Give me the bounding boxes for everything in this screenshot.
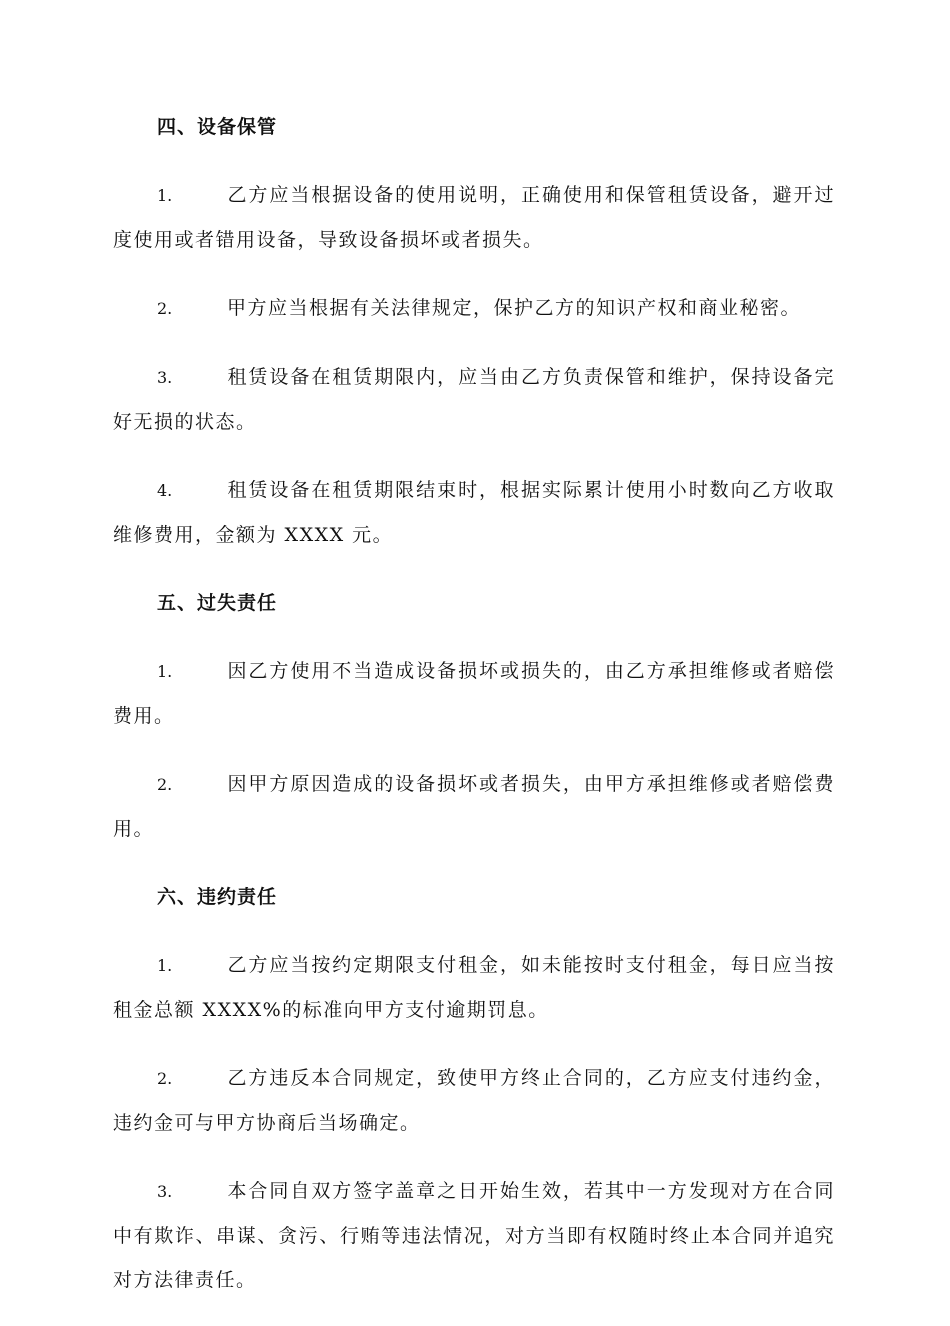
clause-number: 3. [157, 1182, 173, 1201]
clause-number: 1. [157, 186, 173, 205]
clause-number: 3. [157, 368, 173, 387]
clause-paragraph [113, 355, 835, 444]
clause-number: 1. [157, 662, 173, 681]
clause-text: 租赁设备在租赁期限结束时，根据实际累计使用小时数向乙方收取维修费用，金额为 XXXX 元。 [113, 479, 835, 546]
clause-text: 乙方应当按约定期限支付租金，如未能按时支付租金，每日应当按租金总额 XXXX%的标准向甲方支付逾期罚息。 [113, 954, 835, 1021]
clause-number: 2. [157, 1069, 173, 1088]
clause-paragraph [113, 1169, 835, 1302]
clause-number: 1. [157, 956, 173, 975]
clause-paragraph [113, 762, 835, 851]
clause-text: 乙方违反本合同规定，致使甲方终止合同的，乙方应支付违约金，违约金可与甲方协商后当场确定。 [113, 1067, 835, 1134]
section-heading-equipment-custody: 四、设备保管 [157, 116, 278, 138]
clause-text: 租赁设备在租赁期限内，应当由乙方负责保管和维护，保持设备完好无损的状态。 [113, 366, 835, 433]
document-body [113, 105, 835, 1326]
clause-paragraph [113, 1056, 835, 1145]
clause-number: 4. [157, 481, 173, 500]
clause-paragraph [113, 943, 835, 1032]
clause-number: 2. [157, 299, 173, 318]
clause-paragraph [113, 649, 835, 738]
clause-text: 乙方应当根据设备的使用说明，正确使用和保管租赁设备，避开过度使用或者错用设备，导致设备损坏或者损失。 [113, 184, 835, 251]
section-heading-negligence-liability: 五、过失责任 [157, 592, 278, 614]
clause-text: 因甲方原因造成的设备损坏或者损失，由甲方承担维修或者赔偿费用。 [113, 773, 835, 840]
section-heading-breach-liability: 六、违约责任 [157, 886, 278, 908]
clause-text: 甲方应当根据有关法律规定，保护乙方的知识产权和商业秘密。 [227, 297, 802, 319]
clause-paragraph [113, 173, 835, 262]
clause-text: 因乙方使用不当造成设备损坏或损失的，由乙方承担维修或者赔偿费用。 [113, 660, 835, 727]
clause-paragraph [113, 286, 835, 331]
clause-paragraph [113, 468, 835, 557]
clause-number: 2. [157, 775, 173, 794]
clause-text: 本合同自双方签字盖章之日开始生效，若其中一方发现对方在合同中有欺诈、串谋、贪污、行贿等违法情况，对方当即有权随时终止本合同并追究对方法律责任。 [113, 1180, 835, 1291]
